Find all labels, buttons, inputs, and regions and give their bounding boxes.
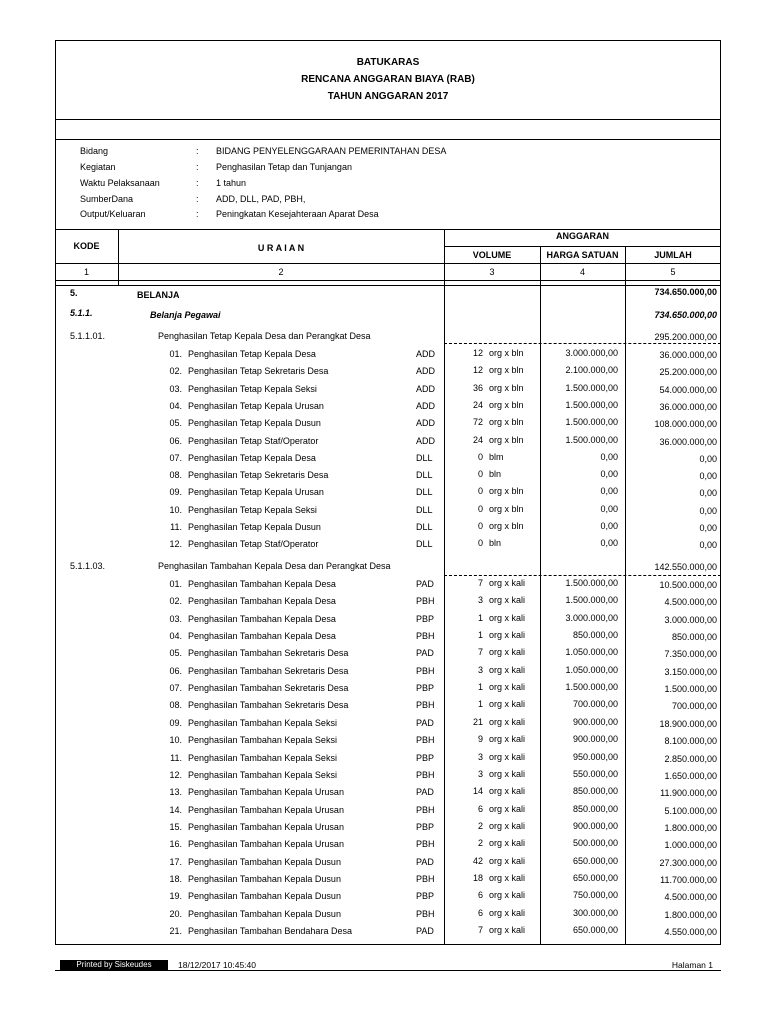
item-unit: bln [489, 538, 502, 549]
info-value: BIDANG PENYELENGGARAAN PEMERINTAHAN DESA [216, 146, 447, 156]
item-name: Penghasilan Tambahan Kepala Seksi [188, 735, 337, 746]
item-price: 850.000,00 [572, 803, 618, 814]
item-number: 17. [169, 856, 182, 867]
item-source: PBH [416, 769, 435, 780]
item-total: 0,00 [699, 471, 717, 482]
item-source: PBH [416, 839, 435, 850]
divider [55, 139, 721, 140]
item-price: 1.500.000,00 [565, 595, 618, 606]
item-unit: org x kali [489, 716, 526, 727]
item-unit: org x kali [489, 664, 526, 675]
info-separator: : [196, 146, 199, 156]
group1-jumlah: 295.200.000,00 [654, 332, 717, 342]
item-total: 2.850.000,00 [664, 753, 717, 764]
item-name: Penghasilan Tambahan Kepala Seksi [188, 752, 337, 763]
pegawai-uraian: Belanja Pegawai [150, 310, 221, 320]
item-name: Penghasilan Tetap Kepala Seksi [188, 383, 317, 394]
item-number: 11. [170, 522, 182, 532]
item-total: 4.500.000,00 [664, 892, 717, 903]
item-number: 14. [169, 804, 182, 815]
item-name: Penghasilan Tambahan Sekretaris Desa [188, 648, 349, 659]
info-value: Peningkatan Kesejahteraan Aparat Desa [216, 209, 379, 219]
item-qty: 7 [477, 925, 483, 935]
item-price: 1.500.000,00 [565, 399, 618, 410]
item-source: PAD [416, 787, 434, 798]
item-qty: 12 [472, 365, 483, 376]
col-divider [118, 229, 119, 285]
item-qty: 3 [477, 751, 483, 762]
item-qty: 0 [477, 451, 483, 462]
item-name: Penghasilan Tetap Kepala Desa [188, 349, 316, 359]
group1-uraian: Penghasilan Tetap Kepala Desa dan Perangkat Desa [158, 331, 371, 341]
item-number: 09. [169, 487, 182, 498]
item-price: 950.000,00 [572, 751, 618, 762]
item-total: 5.100.000,00 [664, 805, 717, 816]
item-total: 11.900.000,00 [660, 788, 717, 799]
item-qty: 24 [472, 399, 483, 410]
item-source: ADD [416, 383, 436, 394]
item-price: 3.000.000,00 [565, 348, 618, 358]
item-name: Penghasilan Tambahan Kepala Dusun [188, 908, 341, 919]
info-label: Kegiatan [80, 162, 116, 172]
item-name: Penghasilan Tambahan Sekretaris Desa [188, 700, 349, 711]
item-name: Penghasilan Tetap Kepala Dusun [188, 522, 321, 532]
item-unit: blm [489, 451, 504, 462]
item-name: Penghasilan Tetap Kepala Desa [188, 452, 316, 463]
item-unit: org x kali [489, 890, 526, 901]
item-total: 850.000,00 [671, 632, 717, 643]
info-value: Penghasilan Tetap dan Tunjangan [216, 162, 352, 172]
item-name: Penghasilan Tambahan Kepala Dusun [188, 856, 341, 867]
item-number: 12. [169, 539, 182, 550]
item-name: Penghasilan Tetap Kepala Dusun [188, 418, 321, 429]
item-unit: org x kali [489, 872, 526, 883]
item-name: Penghasilan Tambahan Kepala Desa [188, 631, 336, 642]
divider [55, 285, 721, 286]
item-name: Penghasilan Tambahan Kepala Urusan [188, 821, 344, 832]
item-source: PAD [416, 579, 434, 589]
item-total: 54.000.000,00 [659, 384, 717, 395]
group2-jumlah: 142.550.000,00 [654, 562, 717, 572]
item-qty: 1 [477, 630, 483, 641]
item-unit: org x kali [489, 734, 526, 745]
item-price: 900.000,00 [572, 716, 618, 727]
item-total: 0,00 [699, 505, 717, 516]
item-price: 900.000,00 [572, 820, 618, 831]
item-name: Penghasilan Tambahan Sekretaris Desa [188, 665, 349, 676]
item-name: Penghasilan Tetap Kepala Urusan [188, 487, 324, 498]
item-price: 650.000,00 [572, 925, 618, 935]
item-unit: org x kali [489, 595, 526, 606]
item-total: 8.100.000,00 [664, 736, 717, 747]
item-unit: org x bln [489, 399, 524, 410]
dashed-separator [444, 575, 721, 576]
item-qty: 3 [477, 768, 483, 779]
divider [55, 119, 721, 120]
item-number: 01. [169, 579, 182, 589]
item-total: 27.300.000,00 [659, 857, 717, 868]
item-number: 20. [169, 908, 182, 919]
item-unit: org x kali [489, 699, 526, 710]
pegawai-kode: 5.1.1. [70, 308, 93, 318]
item-price: 850.000,00 [572, 786, 618, 797]
item-qty: 2 [477, 838, 483, 849]
item-source: DLL [416, 487, 433, 498]
item-price: 0,00 [600, 538, 618, 549]
belanja-kode: 5. [70, 288, 78, 298]
item-source: PAD [416, 648, 434, 659]
group2-kode: 5.1.1.03. [70, 561, 106, 571]
item-qty: 6 [477, 803, 483, 814]
item-number: 03. [169, 613, 182, 624]
item-total: 36.000.000,00 [659, 350, 717, 360]
item-total: 7.350.000,00 [664, 649, 717, 660]
item-price: 500.000,00 [572, 838, 618, 849]
item-number: 07. [169, 683, 182, 694]
divider [55, 229, 721, 230]
item-price: 0,00 [600, 521, 618, 531]
item-qty: 72 [472, 417, 483, 428]
item-source: ADD [416, 435, 436, 446]
item-price: 750.000,00 [572, 890, 618, 901]
belanja-jumlah: 734.650.000,00 [654, 287, 717, 297]
item-total: 11.700.000,00 [660, 874, 717, 885]
item-name: Penghasilan Tetap Kepala Seksi [188, 504, 317, 515]
item-unit: org x kali [489, 768, 526, 779]
item-unit: org x kali [489, 751, 526, 762]
item-name: Penghasilan Tambahan Kepala Desa [188, 613, 336, 624]
item-name: Penghasilan Tetap Sekretaris Desa [188, 366, 329, 377]
item-name: Penghasilan Tambahan Bendahara Desa [188, 926, 352, 936]
item-number: 05. [169, 648, 182, 659]
item-number: 05. [169, 418, 182, 429]
info-label: SumberDana [80, 194, 134, 204]
item-price: 550.000,00 [572, 768, 618, 779]
item-price: 0,00 [600, 469, 618, 480]
divider [55, 280, 721, 281]
item-unit: org x bln [489, 365, 524, 376]
item-source: PBH [416, 631, 435, 642]
item-source: DLL [416, 539, 433, 550]
item-total: 3.000.000,00 [664, 614, 717, 625]
item-total: 1.000.000,00 [664, 840, 717, 851]
item-name: Penghasilan Tambahan Kepala Seksi [188, 717, 337, 728]
item-name: Penghasilan Tambahan Kepala Desa [188, 579, 336, 589]
item-price: 3.000.000,00 [565, 612, 618, 623]
item-source: DLL [416, 470, 433, 481]
item-price: 1.050.000,00 [565, 664, 618, 675]
item-total: 108.000.000,00 [654, 419, 717, 430]
print-datetime: 18/12/2017 10:45:40 [178, 960, 256, 970]
item-unit: org x bln [489, 503, 524, 514]
item-unit: org x kali [489, 630, 526, 641]
item-source: PBP [416, 891, 435, 902]
item-qty: 6 [477, 907, 483, 918]
col-jumlah-header: JUMLAH [654, 250, 692, 260]
item-name: Penghasilan Tetap Kepala Urusan [188, 400, 324, 411]
item-price: 1.500.000,00 [565, 682, 618, 693]
item-price: 700.000,00 [572, 699, 618, 710]
group2-uraian: Penghasilan Tambahan Kepala Desa dan Perangkat Desa [158, 561, 391, 571]
item-total: 1.800.000,00 [664, 822, 717, 833]
item-number: 02. [169, 596, 182, 607]
item-qty: 0 [477, 538, 483, 549]
item-price: 850.000,00 [572, 630, 618, 641]
info-value: 1 tahun [216, 178, 247, 188]
item-total: 0,00 [699, 453, 717, 464]
pegawai-jumlah: 734.650.000,00 [654, 310, 717, 320]
item-number: 13. [169, 787, 182, 798]
item-unit: org x kali [489, 682, 526, 693]
col-number-2: 2 [278, 267, 284, 277]
item-name: Penghasilan Tambahan Kepala Urusan [188, 787, 344, 798]
item-total: 4.500.000,00 [664, 597, 717, 608]
divider [444, 246, 721, 247]
item-source: PBH [416, 665, 435, 676]
item-price: 1.500.000,00 [565, 434, 618, 445]
item-name: Penghasilan Tambahan Sekretaris Desa [188, 683, 349, 694]
item-number: 08. [169, 470, 182, 481]
item-qty: 21 [472, 716, 483, 727]
item-source: ADD [416, 366, 436, 377]
item-source: PBP [416, 683, 435, 694]
item-source: PAD [416, 717, 434, 728]
item-qty: 2 [477, 820, 483, 831]
col-number-3: 3 [489, 267, 495, 277]
item-unit: org x kali [489, 803, 526, 814]
fiscal-year: TAHUN ANGGARAN 2017 [327, 91, 449, 102]
belanja-uraian: BELANJA [137, 290, 180, 300]
item-qty: 1 [477, 612, 483, 623]
item-price: 650.000,00 [572, 855, 618, 866]
item-qty: 24 [472, 434, 483, 445]
dashed-separator [444, 343, 721, 344]
item-total: 3.150.000,00 [664, 666, 717, 677]
item-unit: org x kali [489, 647, 526, 658]
item-source: ADD [416, 418, 436, 429]
item-unit: org x kali [489, 907, 526, 918]
item-unit: org x bln [489, 434, 524, 445]
item-unit: org x kali [489, 786, 526, 797]
item-number: 10. [169, 735, 182, 746]
item-qty: 36 [472, 382, 483, 393]
item-name: Penghasilan Tambahan Kepala Urusan [188, 804, 344, 815]
item-name: Penghasilan Tetap Staf/Operator [188, 435, 319, 446]
item-price: 300.000,00 [572, 907, 618, 918]
item-total: 0,00 [699, 488, 717, 499]
item-unit: bln [489, 469, 502, 480]
item-number: 02. [169, 366, 182, 377]
item-unit: org x bln [489, 521, 524, 531]
item-total: 4.550.000,00 [664, 927, 717, 937]
item-qty: 14 [472, 786, 483, 797]
item-unit: org x kali [489, 578, 526, 588]
item-source: ADD [416, 400, 436, 411]
item-number: 06. [169, 665, 182, 676]
info-separator: : [196, 209, 199, 219]
item-source: PBH [416, 873, 435, 884]
col-number-5: 5 [670, 267, 676, 277]
document-frame [55, 40, 721, 945]
item-unit: org x kali [489, 612, 526, 623]
item-name: Penghasilan Tetap Staf/Operator [188, 539, 319, 550]
info-label: Bidang [80, 146, 109, 156]
item-price: 1.500.000,00 [565, 578, 618, 588]
item-price: 650.000,00 [572, 872, 618, 883]
item-name: Penghasilan Tambahan Kepala Urusan [188, 839, 344, 850]
item-unit: org x kali [489, 855, 526, 866]
item-source: DLL [416, 504, 433, 515]
item-price: 2.100.000,00 [565, 365, 618, 376]
item-total: 36.000.000,00 [659, 401, 717, 412]
col-uraian-header: U R A I A N [257, 243, 305, 253]
village-name: BATUKARAS [356, 57, 420, 68]
item-name: Penghasilan Tetap Sekretaris Desa [188, 470, 329, 481]
item-unit: org x bln [489, 382, 524, 393]
footer-divider [55, 970, 721, 971]
item-number: 03. [169, 383, 182, 394]
document-title: RENCANA ANGGARAN BIAYA (RAB) [301, 74, 475, 85]
item-number: 09. [169, 717, 182, 728]
item-unit: org x bln [489, 486, 524, 497]
item-qty: 0 [477, 521, 483, 531]
item-source: PBP [416, 821, 435, 832]
item-unit: org x kali [489, 925, 526, 935]
item-qty: 9 [477, 734, 483, 745]
item-price: 0,00 [600, 451, 618, 462]
item-unit: org x bln [489, 348, 524, 358]
item-number: 06. [169, 435, 182, 446]
item-total: 700.000,00 [671, 701, 717, 712]
item-qty: 6 [477, 890, 483, 901]
item-total: 0,00 [699, 540, 717, 551]
item-price: 1.500.000,00 [565, 382, 618, 393]
item-source: PBH [416, 735, 435, 746]
item-total: 25.200.000,00 [659, 367, 717, 378]
page-number: Halaman 1 [671, 960, 713, 970]
item-source: ADD [416, 349, 436, 359]
item-unit: org x kali [489, 820, 526, 831]
col-number-1: 1 [83, 267, 89, 277]
item-price: 1.050.000,00 [565, 647, 618, 658]
item-number: 15. [169, 821, 182, 832]
info-value: ADD, DLL, PAD, PBH, [216, 194, 306, 204]
item-price: 0,00 [600, 503, 618, 514]
item-number: 04. [169, 400, 182, 411]
item-qty: 3 [477, 595, 483, 606]
item-price: 1.500.000,00 [565, 417, 618, 428]
item-total: 10.500.000,00 [659, 580, 717, 590]
item-qty: 1 [477, 699, 483, 710]
item-qty: 7 [477, 578, 483, 588]
info-label: Waktu Pelaksanaan [80, 178, 160, 188]
item-name: Penghasilan Tambahan Kepala Seksi [188, 769, 337, 780]
item-number: 11. [170, 752, 182, 763]
item-qty: 0 [477, 503, 483, 514]
info-separator: : [196, 178, 199, 188]
item-unit: org x bln [489, 417, 524, 428]
info-label: Output/Keluaran [80, 209, 146, 219]
item-qty: 1 [477, 682, 483, 693]
item-number: 10. [169, 504, 182, 515]
item-qty: 7 [477, 647, 483, 658]
col-kode-header: KODE [73, 241, 100, 251]
item-total: 18.900.000,00 [659, 718, 717, 729]
item-qty: 12 [472, 348, 483, 358]
item-qty: 18 [472, 872, 483, 883]
item-number: 07. [169, 452, 182, 463]
item-number: 18. [169, 873, 182, 884]
info-separator: : [196, 194, 199, 204]
item-number: 04. [169, 631, 182, 642]
col-number-4: 4 [579, 267, 585, 277]
item-qty: 3 [477, 664, 483, 675]
item-price: 0,00 [600, 486, 618, 497]
item-source: PBH [416, 804, 435, 815]
col-volume-header: VOLUME [472, 250, 512, 260]
item-source: PBP [416, 613, 435, 624]
item-source: PBP [416, 752, 435, 763]
item-qty: 0 [477, 469, 483, 480]
item-number: 21. [169, 926, 182, 936]
anggaran-header: ANGGARAN [556, 231, 609, 241]
item-name: Penghasilan Tambahan Kepala Dusun [188, 891, 341, 902]
divider [55, 263, 721, 264]
item-source: DLL [416, 452, 433, 463]
item-total: 1.800.000,00 [664, 909, 717, 920]
item-total: 1.500.000,00 [664, 684, 717, 695]
printed-by-badge: Printed by Siskeudes [60, 960, 168, 970]
item-total: 36.000.000,00 [659, 436, 717, 447]
item-qty: 42 [472, 855, 483, 866]
item-source: PBH [416, 596, 435, 607]
col-harga-header: HARGA SATUAN [546, 250, 619, 260]
item-source: PBH [416, 908, 435, 919]
item-number: 08. [169, 700, 182, 711]
item-source: PAD [416, 856, 434, 867]
item-name: Penghasilan Tambahan Kepala Desa [188, 596, 336, 607]
item-name: Penghasilan Tambahan Kepala Dusun [188, 873, 341, 884]
item-source: DLL [416, 522, 433, 532]
item-qty: 0 [477, 486, 483, 497]
info-separator: : [196, 162, 199, 172]
item-unit: org x kali [489, 838, 526, 849]
item-total: 1.650.000,00 [664, 770, 717, 781]
item-number: 16. [169, 839, 182, 850]
item-source: PBH [416, 700, 435, 711]
item-number: 19. [169, 891, 182, 902]
item-source: PAD [416, 926, 434, 936]
item-number: 01. [169, 349, 182, 359]
item-total: 0,00 [699, 523, 717, 533]
group1-kode: 5.1.1.01. [70, 331, 106, 341]
item-number: 12. [169, 769, 182, 780]
item-price: 900.000,00 [572, 734, 618, 745]
